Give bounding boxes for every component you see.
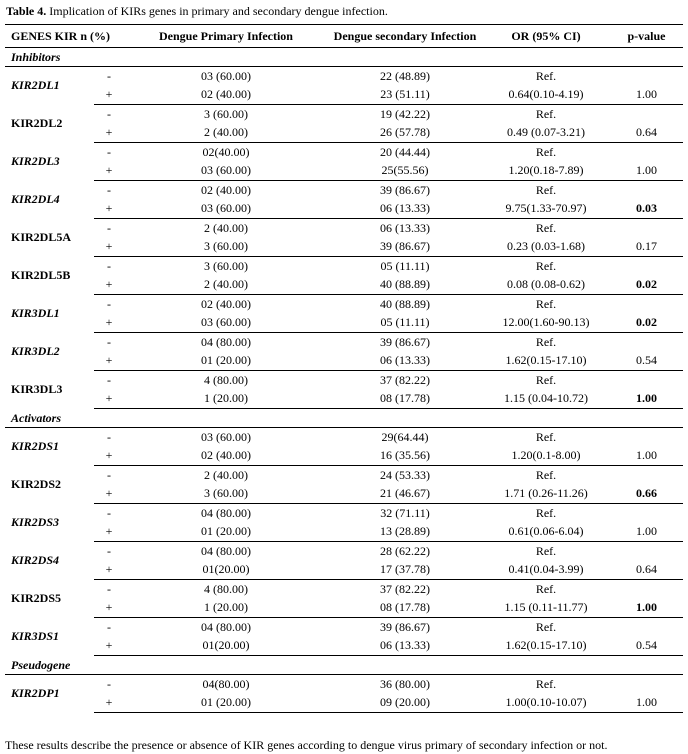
secondary-cell: 39 (86.67) <box>380 182 430 197</box>
header-secondary: Dengue secondary Infection <box>328 25 482 48</box>
primary-cell: 01(20.00) <box>124 561 328 580</box>
primary-cell: 03 (60.00) <box>201 429 251 444</box>
section-title: Pseudogene <box>5 656 683 675</box>
or-cell: Ref. <box>535 467 557 482</box>
primary-cell: 4 (80.00) <box>204 581 248 596</box>
table-row <box>5 314 683 333</box>
secondary-cell: 24 (53.33) <box>380 467 430 482</box>
table-row <box>5 523 683 542</box>
table-row <box>5 276 683 295</box>
table-body <box>5 48 683 713</box>
or-cell: 1.20(0.1-8.00) <box>482 447 610 466</box>
gene-name: KIR2DL5A <box>11 230 72 244</box>
table-row <box>5 618 683 637</box>
p-value-cell <box>610 67 683 86</box>
gene-name: KIR3DL3 <box>11 382 63 396</box>
sign-cell: - <box>107 144 111 159</box>
gene-name: KIR2DL1 <box>11 78 60 93</box>
primary-cell: 02 (40.00) <box>201 182 251 197</box>
table-row <box>5 181 683 200</box>
section-row <box>5 48 683 67</box>
primary-cell: 03 (60.00) <box>201 68 251 83</box>
table-row <box>5 390 683 409</box>
sign-cell: - <box>107 68 111 83</box>
caption-label: Table 4. <box>6 4 47 18</box>
gene-name: KIR3DL1 <box>11 306 60 320</box>
p-value-cell: 0.02 <box>610 276 683 295</box>
p-value-cell <box>610 580 683 599</box>
gene-name: KIR2DL3 <box>11 154 60 168</box>
secondary-cell: 37 (82.22) <box>380 581 430 596</box>
header-genes: GENES KIR n (%) <box>5 25 124 48</box>
or-cell: Ref. <box>535 182 557 197</box>
or-cell: Ref. <box>535 429 557 444</box>
kir-genes-table <box>5 24 683 713</box>
table-row <box>5 86 683 105</box>
p-value-cell: 0.17 <box>610 238 683 257</box>
sign-cell: - <box>107 106 111 121</box>
or-cell: 0.23 (0.03-1.68) <box>482 238 610 257</box>
primary-cell: 02 (40.00) <box>124 447 328 466</box>
primary-cell: 04 (80.00) <box>201 505 251 520</box>
or-cell: 0.61(0.06-6.04) <box>482 523 610 542</box>
secondary-cell: 23 (51.11) <box>328 86 482 105</box>
or-cell: Ref. <box>535 296 557 311</box>
gene-name: KIR2DS2 <box>11 477 62 491</box>
or-cell: Ref. <box>535 334 557 349</box>
or-cell: 1.20(0.18-7.89) <box>482 162 610 181</box>
primary-cell: 03 (60.00) <box>124 314 328 333</box>
primary-cell: 04 (80.00) <box>201 334 251 349</box>
sign-cell: + <box>94 162 124 181</box>
p-value-cell: 1.00 <box>610 523 683 542</box>
secondary-cell: 39 (86.67) <box>380 619 430 634</box>
secondary-cell: 21 (46.67) <box>328 485 482 504</box>
or-cell: 1.62(0.15-17.10) <box>482 637 610 656</box>
or-cell: 1.62(0.15-17.10) <box>482 352 610 371</box>
header-or: OR (95% CI) <box>482 25 610 48</box>
table-row <box>5 542 683 561</box>
gene-name: KIR3DS1 <box>11 629 60 643</box>
table-row <box>5 675 683 694</box>
p-value-cell <box>610 504 683 523</box>
p-value-cell <box>610 257 683 276</box>
table-row <box>5 485 683 504</box>
secondary-cell: 39 (86.67) <box>328 238 482 257</box>
sign-cell: + <box>94 124 124 143</box>
sign-cell: - <box>107 372 111 387</box>
table-row <box>5 694 683 713</box>
header-p-value: p-value <box>610 25 683 48</box>
sign-cell: + <box>94 561 124 580</box>
p-value-cell: 0.64 <box>610 124 683 143</box>
p-value-cell <box>610 333 683 352</box>
sign-cell: + <box>94 637 124 656</box>
secondary-cell: 06 (13.33) <box>380 220 430 235</box>
table-row <box>5 257 683 276</box>
gene-name: KIR2DL5B <box>11 268 71 282</box>
secondary-cell: 28 (62.22) <box>380 543 430 558</box>
p-value-cell <box>610 542 683 561</box>
sign-cell: + <box>94 523 124 542</box>
table-row <box>5 637 683 656</box>
secondary-cell: 16 (35.56) <box>328 447 482 466</box>
secondary-cell: 19 (42.22) <box>380 106 430 121</box>
gene-name: KIR2DS3 <box>11 515 60 529</box>
sign-cell: - <box>107 467 111 482</box>
p-value-cell <box>610 371 683 390</box>
table-row <box>5 162 683 181</box>
sign-cell: + <box>94 200 124 219</box>
table-row <box>5 200 683 219</box>
table-row <box>5 428 683 447</box>
table-row <box>5 67 683 86</box>
p-value-cell <box>610 428 683 447</box>
secondary-cell: 09 (20.00) <box>328 694 482 713</box>
or-cell: 0.41(0.04-3.99) <box>482 561 610 580</box>
section-title: Inhibitors <box>5 48 683 67</box>
table-row <box>5 466 683 485</box>
secondary-cell: 36 (80.00) <box>380 676 430 691</box>
sign-cell: + <box>94 390 124 409</box>
or-cell: Ref. <box>535 676 557 691</box>
table-row <box>5 124 683 143</box>
or-cell: 1.71 (0.26-11.26) <box>482 485 610 504</box>
caption-text: Implication of KIRs genes in primary and secondary dengue infection. <box>46 4 388 18</box>
or-cell: 1.15 (0.04-10.72) <box>482 390 610 409</box>
table-row <box>5 371 683 390</box>
p-value-cell <box>610 675 683 694</box>
sign-cell: - <box>107 182 111 197</box>
or-cell: Ref. <box>535 619 557 634</box>
primary-cell: 04 (80.00) <box>201 543 251 558</box>
or-cell: Ref. <box>535 144 557 159</box>
or-cell: 0.08 (0.08-0.62) <box>482 276 610 295</box>
primary-cell: 2 (40.00) <box>124 276 328 295</box>
sign-cell: - <box>107 619 111 634</box>
or-cell: Ref. <box>535 258 557 273</box>
secondary-cell: 29(64.44) <box>381 429 429 444</box>
sign-cell: - <box>107 220 111 235</box>
secondary-cell: 06 (13.33) <box>328 352 482 371</box>
primary-cell: 04(80.00) <box>202 676 250 691</box>
secondary-cell: 08 (17.78) <box>328 599 482 618</box>
gene-name: KIR2DS5 <box>11 591 62 605</box>
section-title: Activators <box>5 409 683 428</box>
header-primary: Dengue Primary Infection <box>124 25 328 48</box>
primary-cell: 2 (40.00) <box>204 467 248 482</box>
p-value-cell <box>610 295 683 314</box>
secondary-cell: 26 (57.78) <box>328 124 482 143</box>
table-row <box>5 238 683 257</box>
primary-cell: 01 (20.00) <box>124 523 328 542</box>
section-row <box>5 409 683 428</box>
or-cell: Ref. <box>535 68 557 83</box>
p-value-cell: 0.02 <box>610 314 683 333</box>
sign-cell: - <box>107 505 111 520</box>
primary-cell: 03 (60.00) <box>124 200 328 219</box>
gene-name: KIR3DL2 <box>11 344 60 358</box>
p-value-cell: 1.00 <box>610 390 683 409</box>
or-cell: 0.49 (0.07-3.21) <box>482 124 610 143</box>
sign-cell: - <box>107 334 111 349</box>
sign-cell: + <box>94 314 124 333</box>
table-row <box>5 561 683 580</box>
primary-cell: 02 (40.00) <box>201 296 251 311</box>
p-value-cell: 0.66 <box>610 485 683 504</box>
gene-name: KIR2DL4 <box>11 192 60 206</box>
secondary-cell: 06 (13.33) <box>328 637 482 656</box>
primary-cell: 4 (80.00) <box>204 372 248 387</box>
secondary-cell: 25(55.56) <box>328 162 482 181</box>
gene-name: KIR2DL2 <box>11 116 63 130</box>
sign-cell: - <box>107 258 111 273</box>
p-value-cell <box>610 143 683 162</box>
table-row <box>5 143 683 162</box>
primary-cell: 04 (80.00) <box>201 619 251 634</box>
sign-cell: - <box>107 296 111 311</box>
p-value-cell <box>610 105 683 124</box>
primary-cell: 3 (60.00) <box>204 106 248 121</box>
secondary-cell: 40 (88.89) <box>328 276 482 295</box>
p-value-cell: 1.00 <box>610 447 683 466</box>
gene-name: KIR2DP1 <box>11 686 60 701</box>
primary-cell: 2 (40.00) <box>124 124 328 143</box>
or-cell: Ref. <box>535 372 557 387</box>
or-cell: 9.75(1.33-70.97) <box>482 200 610 219</box>
primary-cell: 01 (20.00) <box>124 694 328 713</box>
primary-cell: 3 (60.00) <box>204 258 248 273</box>
or-cell: Ref. <box>535 505 557 520</box>
sign-cell: - <box>107 676 111 691</box>
p-value-cell: 1.00 <box>610 162 683 181</box>
sign-cell: - <box>107 581 111 596</box>
p-value-cell <box>610 181 683 200</box>
gene-name: KIR2DS4 <box>11 553 60 567</box>
table-row <box>5 295 683 314</box>
p-value-cell: 0.03 <box>610 200 683 219</box>
sign-cell: + <box>94 238 124 257</box>
or-cell: Ref. <box>535 220 557 235</box>
primary-cell: 2 (40.00) <box>204 220 248 235</box>
table-row <box>5 447 683 466</box>
table-row <box>5 580 683 599</box>
sign-cell: + <box>94 276 124 295</box>
or-cell: 0.64(0.10-4.19) <box>482 86 610 105</box>
sign-cell: + <box>94 86 124 105</box>
or-cell: 12.00(1.60-90.13) <box>482 314 610 333</box>
primary-cell: 02(40.00) <box>202 144 250 159</box>
secondary-cell: 37 (82.22) <box>380 372 430 387</box>
primary-cell: 01 (20.00) <box>124 352 328 371</box>
section-row <box>5 656 683 675</box>
primary-cell: 1 (20.00) <box>124 390 328 409</box>
secondary-cell: 06 (13.33) <box>328 200 482 219</box>
primary-cell: 3 (60.00) <box>124 238 328 257</box>
secondary-cell: 32 (71.11) <box>380 505 430 520</box>
p-value-cell: 0.64 <box>610 561 683 580</box>
or-cell: Ref. <box>535 543 557 558</box>
secondary-cell: 08 (17.78) <box>328 390 482 409</box>
or-cell: 1.15 (0.11-11.77) <box>482 599 610 618</box>
table-row <box>5 352 683 371</box>
sign-cell: - <box>107 543 111 558</box>
or-cell: Ref. <box>535 106 557 121</box>
primary-cell: 3 (60.00) <box>124 485 328 504</box>
sign-cell: - <box>107 429 111 444</box>
table-row <box>5 333 683 352</box>
sign-cell: + <box>94 352 124 371</box>
sign-cell: + <box>94 599 124 618</box>
p-value-cell: 1.00 <box>610 599 683 618</box>
p-value-cell: 1.00 <box>610 694 683 713</box>
primary-cell: 02 (40.00) <box>124 86 328 105</box>
gene-name: KIR2DS1 <box>11 439 60 454</box>
p-value-cell: 1.00 <box>610 86 683 105</box>
table-row <box>5 219 683 238</box>
secondary-cell: 05 (11.11) <box>328 314 482 333</box>
p-value-cell: 0.54 <box>610 637 683 656</box>
secondary-cell: 17 (37.78) <box>328 561 482 580</box>
or-cell: 1.00(0.10-10.07) <box>482 694 610 713</box>
table-caption <box>6 3 388 19</box>
table-row <box>5 599 683 618</box>
p-value-cell <box>610 466 683 485</box>
secondary-cell: 05 (11.11) <box>380 258 430 273</box>
primary-cell: 1 (20.00) <box>124 599 328 618</box>
primary-cell: 03 (60.00) <box>124 162 328 181</box>
secondary-cell: 39 (86.67) <box>380 334 430 349</box>
primary-cell: 01(20.00) <box>124 637 328 656</box>
sign-cell: + <box>94 485 124 504</box>
p-value-cell: 0.54 <box>610 352 683 371</box>
sign-cell: + <box>94 447 124 466</box>
secondary-cell: 22 (48.89) <box>380 68 430 83</box>
footnote: These results describe the presence or absence of KIR genes according to dengue virus primary of secondary infection or not. <box>5 738 608 752</box>
table-row <box>5 504 683 523</box>
secondary-cell: 13 (28.89) <box>328 523 482 542</box>
secondary-cell: 40 (88.89) <box>380 296 430 311</box>
header-row <box>5 25 683 48</box>
p-value-cell <box>610 618 683 637</box>
p-value-cell <box>610 219 683 238</box>
or-cell: Ref. <box>535 581 557 596</box>
secondary-cell: 20 (44.44) <box>380 144 430 159</box>
sign-cell: + <box>94 694 124 713</box>
table-row <box>5 105 683 124</box>
